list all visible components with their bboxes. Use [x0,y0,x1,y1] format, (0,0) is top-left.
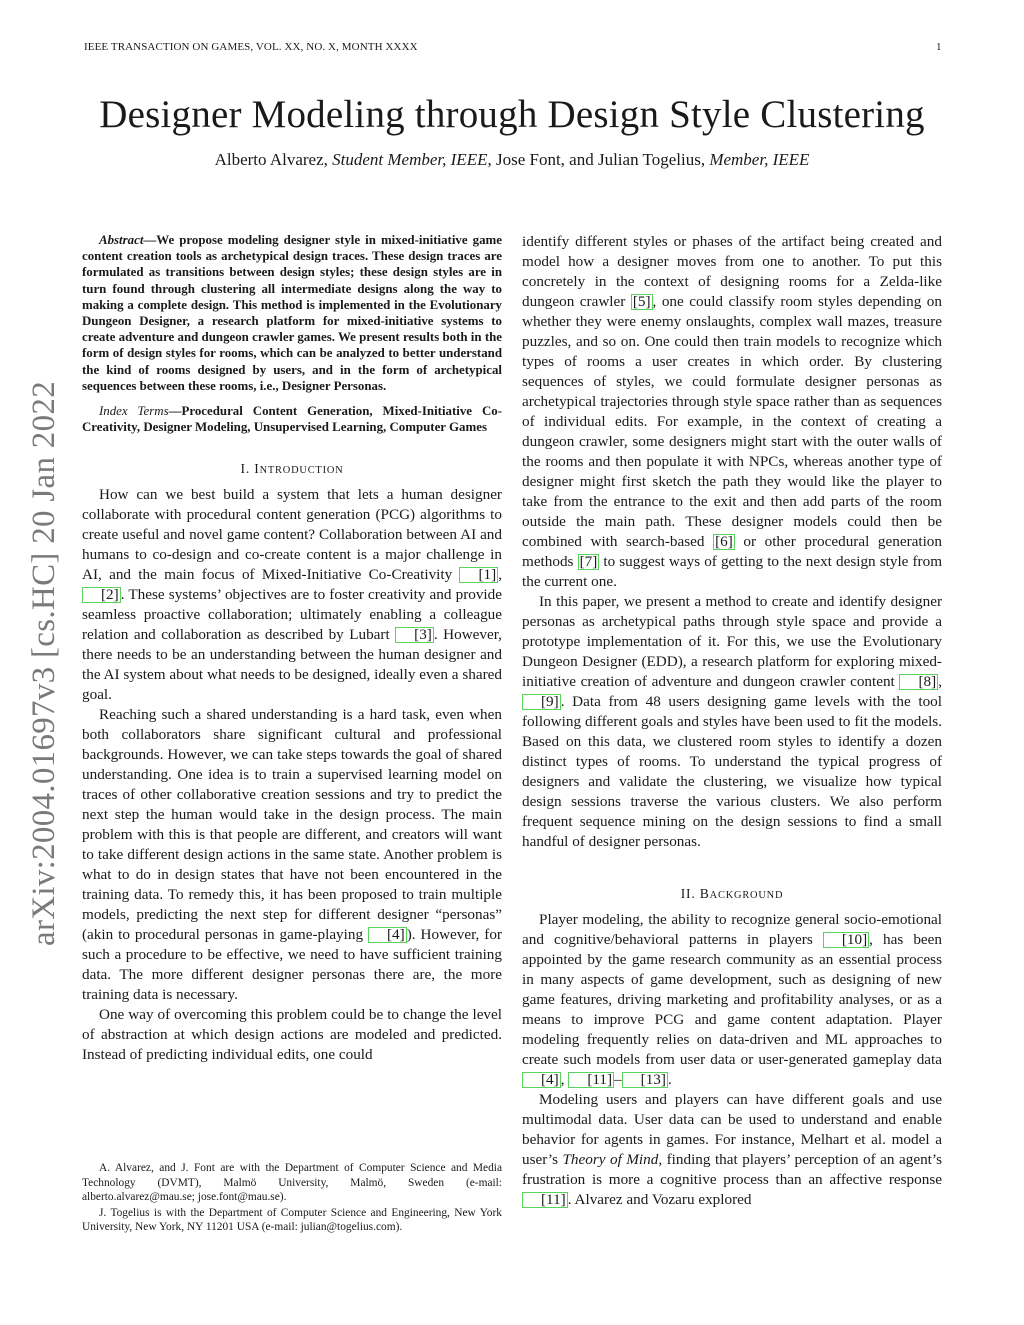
intro-paragraph-3 [82,1005,502,1065]
author-names-1: Alberto Alvarez, [214,150,333,169]
abstract-label: Abstract [99,233,144,247]
citation-link[interactable]: [5] [632,293,651,310]
text-run: , [560,1071,569,1088]
intro-paragraph-2 [82,705,502,1005]
index-terms-label: Index Terms [99,404,169,419]
intro-paragraph-4 [522,592,942,852]
text-run: – [614,1071,622,1088]
author-role-2: Member, IEEE [709,150,810,169]
citation-link[interactable]: [2] [82,587,121,603]
text-run: How can we best build a system that lets a human designer collaborate with procedural content generation (PCG) algorithms to create useful and novel game content? Collaboration between AI and humans to co-design and co-create content is a major challenge in AI, and the main focus of Mixed-Initiative Co-Creativity [82,486,502,584]
text-run: ). However, for such a procedure to be effective, we need to have sufficient training data. The more different designer personas there are, the more training data is necessary. [82,926,502,1004]
text-run: One way of overcoming this problem could be to change the level of abstraction at which design actions are modeled and predicted. Instead of predicting individual edits, one could [82,1006,502,1064]
paper-title: Designer Modeling through Design Style Clustering [99,93,925,136]
section-initial: B [699,886,710,901]
author-line [0,150,1024,170]
citation-link[interactable]: [9] [522,694,561,710]
section-initial: I [254,461,260,477]
citation-link[interactable]: [11] [568,1072,614,1088]
text-run: Modeling users and players can have different goals and use multimodal data. User data can be used to understand and enable behavior for agents in games. For instance, Melhart et al. model a user’s [522,1091,942,1168]
footnotes [82,1161,502,1235]
text-run: . [667,1071,672,1088]
section-number: I. [240,461,255,477]
emphasis: Theory of Mind [562,1151,659,1168]
author-role-1: Student Member, IEEE [332,150,488,169]
running-head: IEEE TRANSACTION ON GAMES, VOL. XX, NO. X, MONTH XXXX [84,41,418,53]
left-column [82,232,502,1065]
text-run: . However, there needs to be an understanding between the human designer and the AI system about what needs to be designed, ideally even a shared goal. [82,626,502,704]
text-run: In this paper, we present a method to create and identify designer personas as archetypical paths through style space and provide a prototype implementation of it. For this, we use the Evolutionary Dungeon Designer (EDD), a research platform for exploring mixed-initiative creation of adventure and dungeon crawler content [522,593,942,690]
text-run: . These systems’ objectives are to foster creativity and provide seamless proactive collaboration; ultimately enabling a colleague relation and collaboration as described by Lubart [82,586,502,644]
citation-link[interactable]: [10] [823,932,869,948]
text-run: , one could classify room styles depending on whether they were enemy onslaughts, complex wall mazes, treasure puzzles, and so on. One could then train models to recognize which types of rooms a user creates in which order. By clustering sequences of styles, we could formulate designer personas as archetypical trajectories through style space rather than as sequences of individual edits. For example, in the context of creating a dungeon crawler, some designers might start with the outer walls of the rooms and then populate it with NPCs, whereas another type of designer might first sketch the path they would like the player to take from the entrance to the exit and then add parts of the room outside the main path. These designer models could then be combined with search-based [522,293,942,550]
background-paragraph-2 [522,1090,942,1210]
citation-link[interactable]: [6] [715,533,733,550]
index-terms [82,403,502,435]
section-rest: ACKGROUND [709,890,784,901]
background-paragraph-1 [522,910,942,1090]
footnote-1: A. Alvarez, and J. Font are with the Department of Computer Science and Media Technology (DVMT), Malmö University, Malmö, Sweden (e-mail: alberto.alvarez@mau.se; jose.font@mau.se). [82,1162,502,1204]
text-run: . Alvarez and Vozaru explored [567,1191,752,1208]
footnote-2: J. Togelius is with the Department of Computer Science and Engineering, New York University, New York, NY 11201 USA (e-mail: julian@togelius.com). [82,1206,502,1234]
citation-link[interactable]: [1] [459,567,498,583]
section-number: II. [680,886,700,901]
text-run: , finding that players’ perception of an agent’s frustration is more a cognitive process than an affective response [522,1151,943,1188]
page-number: 1 [936,41,942,53]
citation-link[interactable]: [8] [899,674,938,690]
abstract [82,232,502,394]
text-run: identify different styles or phases of the artifact being created and model how a designer moves from one to another. To put this concretely in the context of designing rooms for a Zelda-like dungeon crawler [522,233,942,310]
text-run: or other procedural generation methods [522,533,942,570]
text-run: Player modeling, the ability to recognize general socio-emotional and cognitive/behavioral patterns in players [522,911,942,948]
section-rest: NTRODUCTION [259,465,344,477]
text-run: , [938,673,942,690]
text-run: . Data from 48 users designing game levels with the tool following different goals and styles have been used to fit the models. Based on this data, we clustered room styles to identify a dozen distinct types of rooms. To understand the typical progress of designers and validate the clustering, we visualize how typical design sessions traverse the various clusters. We also perform frequent sequence mining on the design sessions to find a small handful of designer personas. [522,693,942,850]
section-heading-introduction [82,461,502,477]
right-column [522,232,942,1210]
text-run: to suggest ways of getting to the next design style from the current one. [522,553,943,590]
intro-paragraph-1 [82,485,502,705]
citation-link[interactable]: [4] [522,1072,561,1088]
section-heading-background [522,886,942,902]
text-run: , [498,566,502,584]
citation-link[interactable]: [13] [622,1072,668,1088]
arxiv-watermark: arXiv:2004.01697v3 [cs.HC] 20 Jan 2022 [26,380,62,946]
author-names-2: , Jose Font, and Julian Togelius, [487,150,710,169]
index-terms-text: —Procedural Content Generation, Mixed-Initiative Co-Creativity, Designer Modeling, Unsupervised Learning, Computer Games [82,404,502,435]
citation-link[interactable]: [11] [522,1192,568,1208]
text-run: Reaching such a shared understanding is a hard task, even when both collaborators share significant cultural and professional backgrounds. However, we can take steps towards the goal of shared understanding. One idea is to train a supervised learning model on traces of other collaborative creation sessions and try to predict the next step the human would take in the design process. The main problem with this is that people are different, and creators will want to take different design actions in the same state. Another problem is what to do in design states that have not been encountered in the training data. To remedy this, it has been proposed to train multiple models, predicting the next step for different designer “personas” (akin to procedural personas in game-playing [82,706,502,944]
intro-paragraph-3-continued [522,232,942,592]
citation-link[interactable]: [4] [368,927,407,943]
citation-link[interactable]: [7] [579,553,598,570]
citation-link[interactable]: [3] [395,627,434,643]
abstract-text: —We propose modeling designer style in mixed-initiative game content creation tools as archetypical design traces. These design traces are formulated as transitions between design styles; these design styles are in turn found through clustering all intermediate designs along the way to making a complete design. This method is implemented in the Evolutionary Dungeon Designer, a research platform for mixed-initiative systems to create adventure and dungeon crawler games. We present results both in the form of design styles for rooms, which can be analyzed to better understand the kind of rooms designed by users, and in the form of archetypical sequences between these rooms, i.e., Designer Personas. [82,233,502,393]
text-run: , has been appointed by the game research community as an essential process in many aspects of game development, such as designing of new game features, driving marketing and profitability analyses, or as a means to improve PCG and game content adaptation. Player modeling frequently relies on data-driven and ML approaches to create such models from user data or user-generated gameplay data [522,931,942,1068]
